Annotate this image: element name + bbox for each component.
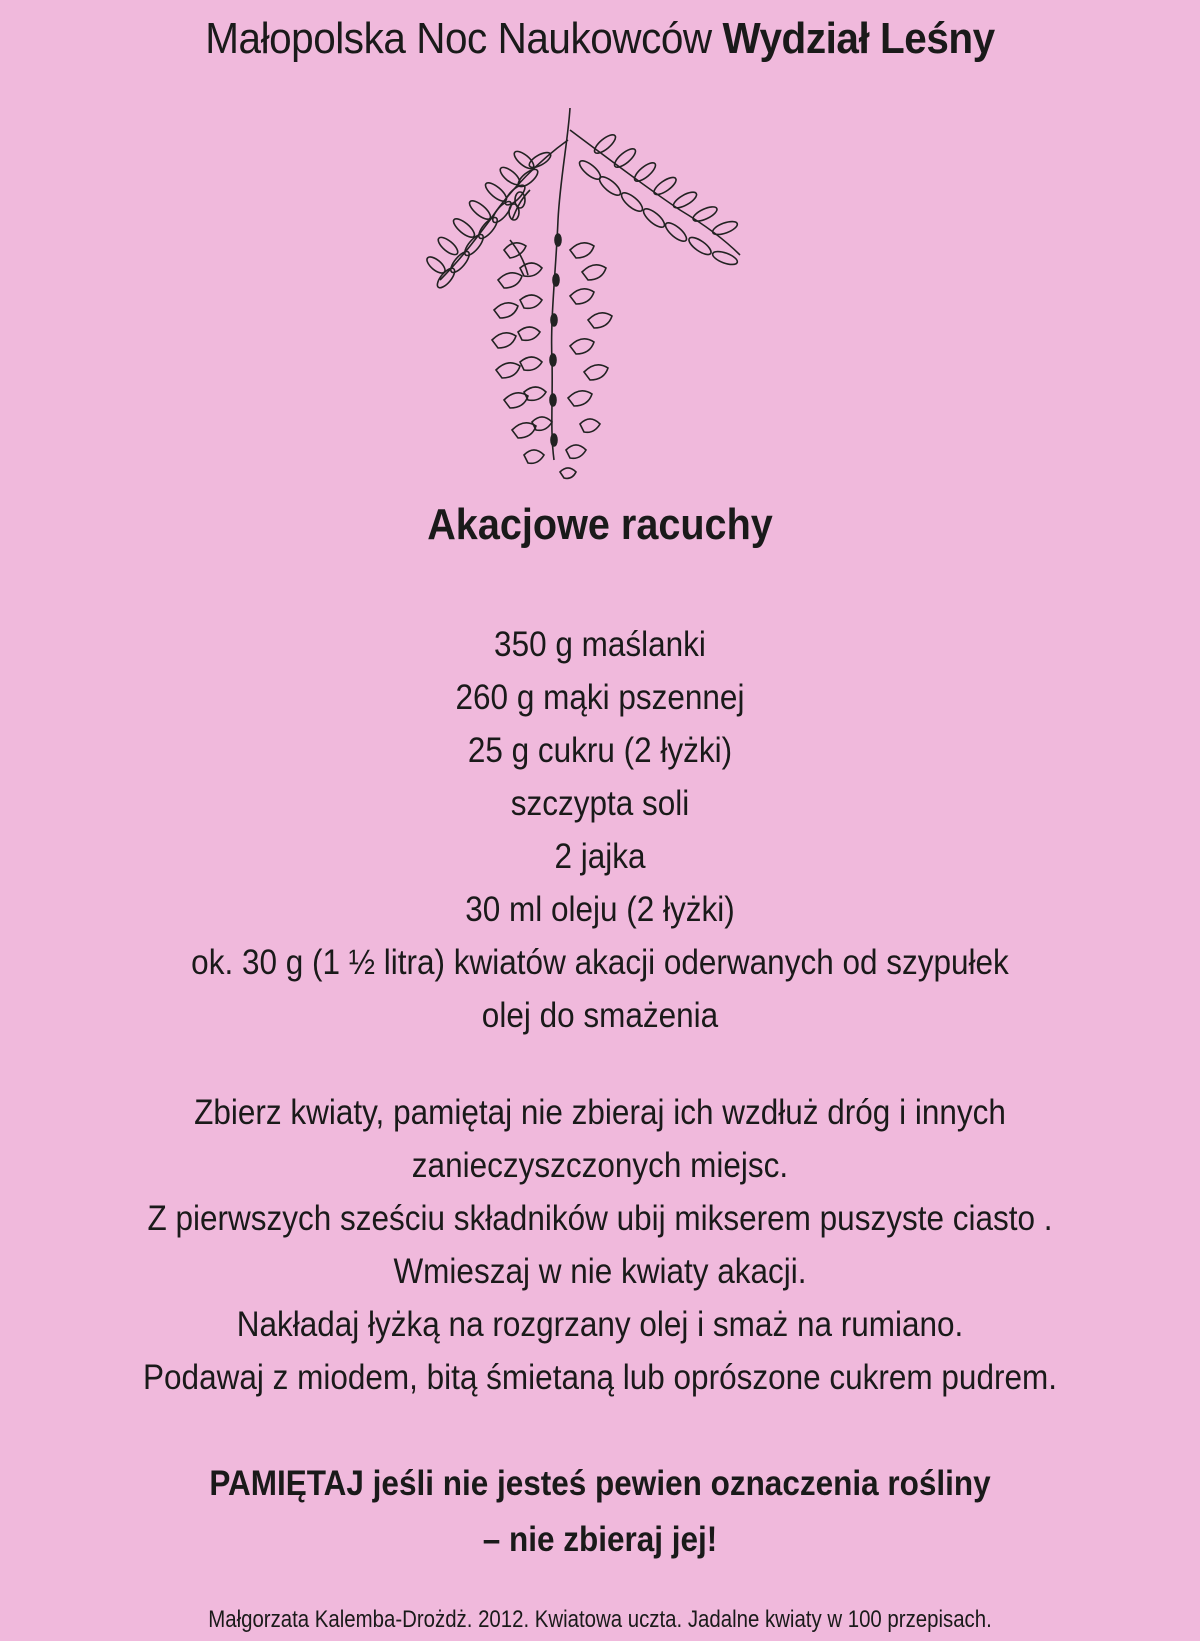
ingredients-list [0,618,1200,1042]
ingredient-item: 25 g cukru (2 łyżki) [467,731,733,770]
header-prefix: Małopolska Noc Naukowców [205,14,712,63]
instructions [0,1086,1200,1404]
instruction-line: zanieczyszczonych miejsc. [411,1146,789,1185]
acacia-branch-icon [420,100,780,490]
ingredient-item: 350 g maślanki [494,625,706,664]
instruction-line: Wmieszaj w nie kwiaty akacji. [393,1252,807,1291]
ingredient-item: 260 g mąki pszennej [455,678,745,717]
instruction-line: Zbierz kwiaty, pamiętaj nie zbieraj ich wzdłuż dróg i innych [194,1093,1006,1132]
page-header [48,14,1152,64]
source-citation [0,1606,1200,1634]
ingredient-item: ok. 30 g (1 ½ litra) kwiatów akacji oderwanych od szypułek [191,943,1009,982]
warning-note [0,1456,1200,1568]
instruction-line: Nakładaj łyżką na rozgrzany olej i smaż na rumiano. [236,1305,964,1344]
warning-line-2: – nie zbieraj jej! [482,1520,718,1559]
instruction-line: Z pierwszych sześciu składników ubij mikserem puszyste ciasto . [147,1199,1053,1238]
citation-text: Małgorzata Kalemba-Drożdż. 2012. Kwiatowa uczta. Jadalne kwiaty w 100 przepisach. [208,1606,992,1633]
ingredient-item: 2 jajka [554,837,646,876]
recipe-title: Akacjowe racuchy [427,500,773,549]
instruction-line: Podawaj z miodem, bitą śmietaną lub oprószone cukrem pudrem. [143,1358,1057,1397]
header-faculty: Wydział Leśny [722,14,995,63]
warning-line-1: PAMIĘTAJ jeśli nie jesteś pewien oznaczenia rośliny [209,1464,991,1503]
ingredient-item: szczypta soli [510,784,690,823]
ingredient-item: olej do smażenia [481,996,719,1035]
ingredient-item: 30 ml oleju (2 łyżki) [465,890,735,929]
